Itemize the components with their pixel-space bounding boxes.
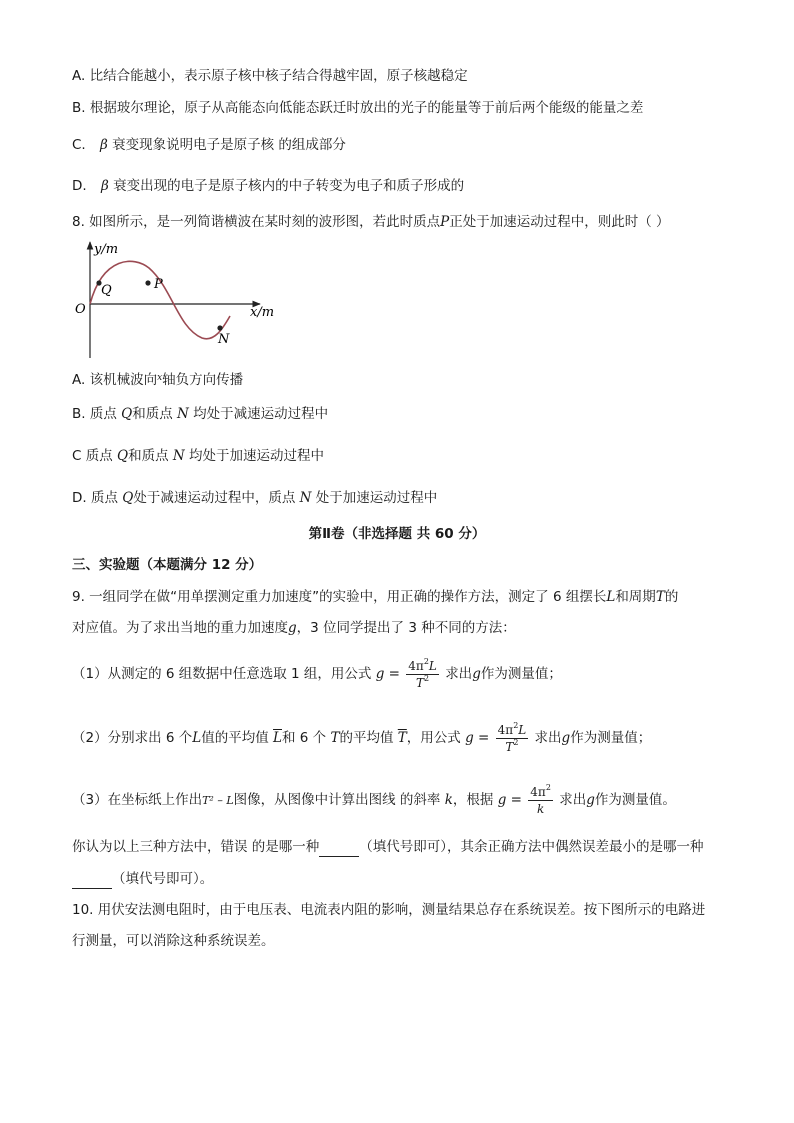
point-p-label: P bbox=[154, 277, 163, 292]
method-1-mid: 求出 bbox=[445, 666, 473, 682]
method-2-mid5: 求出 bbox=[534, 730, 562, 746]
point-q: Q bbox=[121, 406, 133, 422]
q8-option-d bbox=[72, 488, 437, 508]
symbol-l: L bbox=[606, 589, 616, 605]
symbol-g: g bbox=[561, 730, 571, 746]
q9-question-cont bbox=[72, 869, 213, 889]
symbol-g: g bbox=[472, 666, 481, 682]
q8-option-c-mid: 和质点 bbox=[128, 448, 169, 464]
part-two-title: 第Ⅱ卷（非选择题 共 60 分） bbox=[308, 526, 486, 542]
q7-option-c bbox=[72, 135, 346, 155]
q8-option-d-label: D. 质点 bbox=[72, 490, 118, 506]
beta-symbol: β bbox=[100, 137, 108, 153]
q9-line1-mid: 和周期 bbox=[615, 589, 656, 605]
x-axis-label: x/m bbox=[250, 305, 275, 320]
q9-line1-text: 9. 一组同学在做“用单摆测定重力加速度”的实验中，用正确的操作方法，测定了 6 组摆长 bbox=[72, 589, 607, 605]
point-n: N bbox=[172, 448, 185, 464]
section-heading: 三、实验题（本题满分 12 分） bbox=[72, 557, 263, 573]
symbol-t-mean: $\overline{T}$ bbox=[397, 730, 407, 746]
q8-option-b-rest: 均处于减速运动过程中 bbox=[193, 406, 329, 422]
method-2-mid3: 的平均值 bbox=[339, 730, 394, 746]
symbol-g: g bbox=[465, 730, 474, 746]
method-1-text: （1）从测定的 6 组数据中任意选取 1 组，用公式 bbox=[72, 666, 372, 682]
point-p-dot bbox=[145, 280, 150, 285]
q9-method-2: （2）分别求出 6 个L值的平均值 $\overline{L}$和 6 个 T的平均值 $\overline{T}$，用公式 g = $\frac{4\pi^2L}{T^2}$ 求出g作为测量值； bbox=[72, 720, 652, 754]
q9-line2 bbox=[72, 618, 516, 638]
point-n: N bbox=[299, 490, 312, 506]
q9-line2-rest: ，3 位同学提出了 3 种不同的方法： bbox=[296, 620, 516, 636]
q7-option-a: A. 比结合能越小，表示原子核中核子结合得越牢固，原子核越稳定 bbox=[72, 68, 468, 84]
q9-method-1: （1）从测定的 6 组数据中任意选取 1 组，用公式 g = $\frac{4\pi^2L}{T^2}$ 求出g作为测量值； bbox=[72, 656, 562, 690]
q9-question-end: （填代号即可）。 bbox=[112, 871, 214, 887]
q9-line2-text: 对应值。为了求出当地的重力加速度 bbox=[72, 620, 288, 636]
q9-question bbox=[72, 837, 704, 857]
symbol-g: g bbox=[375, 666, 385, 682]
q9-question-mid: （填代号即可），其余正确方法中偶然误差最小的是哪一种 bbox=[359, 839, 704, 855]
point-n-dot bbox=[217, 325, 222, 330]
symbol-t: T bbox=[330, 730, 340, 746]
formula-fraction: $\frac{4\pi^2L}{T^2}$ bbox=[408, 656, 437, 690]
q8-option-c bbox=[72, 446, 324, 466]
graph-axes-symbol: T² – L bbox=[202, 794, 234, 807]
method-3-mid2: ，根据 bbox=[452, 792, 494, 808]
q8-stem-part1: 8. 如图所示，是一列简谐横波在某时刻的波形图，若此时质点 bbox=[72, 214, 441, 230]
symbol-l: L bbox=[192, 730, 202, 746]
q7-option-d bbox=[72, 176, 464, 196]
answer-blank-1[interactable] bbox=[319, 842, 359, 857]
point-n-label: N bbox=[218, 332, 230, 347]
formula-fraction: $\frac{4\pi^2L}{T^2}$ bbox=[497, 720, 527, 754]
x-symbol: x bbox=[157, 373, 163, 383]
symbol-k: k bbox=[444, 792, 453, 808]
q8-point-p: P bbox=[440, 214, 450, 230]
point-q: Q bbox=[117, 448, 129, 464]
symbol-t: T bbox=[655, 589, 665, 605]
method-2-text: （2）分别求出 6 个 bbox=[72, 730, 193, 746]
wave-curve bbox=[90, 261, 230, 338]
q8-option-c-label: C 质点 bbox=[72, 448, 113, 464]
method-2-mid4: ，用公式 bbox=[406, 730, 461, 746]
q8-option-a bbox=[72, 368, 243, 390]
point-q: Q bbox=[122, 490, 134, 506]
method-3-text: （3）在坐标纸上作出 bbox=[72, 792, 203, 808]
wave-figure bbox=[70, 238, 290, 362]
q8-option-a-rest: 轴负方向传播 bbox=[162, 372, 244, 388]
q9-line1-end: 的 bbox=[664, 589, 679, 605]
formula-fraction: $\frac{4\pi^2}{k}$ bbox=[530, 782, 551, 816]
q8-stem-part2: 正处于加速运动过程中，则此时（ ） bbox=[449, 214, 670, 230]
q8-option-b-mid: 和质点 bbox=[132, 406, 173, 422]
q8-option-d-mid: 处于减速运动过程中，质点 bbox=[133, 490, 296, 506]
symbol-l-mean: $\overline{L}$ bbox=[273, 730, 282, 746]
q8-option-d-rest: 处于加速运动过程中 bbox=[315, 490, 438, 506]
q10-line1: 10. 用伏安法测电阻时，由于电压表、电流表内阻的影响，测量结果总存在系统误差。按下图所示的电路进 bbox=[72, 902, 706, 918]
q7-option-d-label: D. bbox=[72, 178, 87, 194]
q10-line2: 行测量，可以消除这种系统误差。 bbox=[72, 933, 275, 949]
method-3-end: 作为测量值。 bbox=[594, 792, 676, 808]
symbol-g: g bbox=[497, 792, 507, 808]
symbol-g: g bbox=[288, 620, 297, 636]
q9-method-3: （3）在坐标纸上作出T² – L图像，从图像中计算出图线 的斜率 k，根据 g = $\frac{4\pi^2}{k}$ 求出g作为测量值。 bbox=[72, 782, 676, 816]
q7-option-c-text: 衰变现象说明电子是原子核 的组成部分 bbox=[112, 137, 346, 153]
q7-option-d-text: 衰变出现的电子是原子核内的中子转变为电子和质子形成的 bbox=[113, 178, 465, 194]
q8-option-a-text: A. 该机械波向 bbox=[72, 372, 158, 388]
q8-option-b bbox=[72, 404, 328, 424]
point-q-label: Q bbox=[101, 283, 112, 298]
q9-line1 bbox=[72, 587, 678, 607]
y-axis-label: y/m bbox=[94, 242, 119, 257]
answer-blank-2[interactable] bbox=[72, 874, 112, 889]
method-3-mid1: 图像，从图像中计算出图线 的斜率 bbox=[233, 792, 441, 808]
q7-option-c-label: C. bbox=[72, 137, 86, 153]
q8-stem bbox=[72, 212, 670, 232]
method-1-end: 作为测量值； bbox=[480, 666, 562, 682]
origin-label: O bbox=[75, 302, 86, 317]
method-2-end: 作为测量值； bbox=[570, 730, 652, 746]
method-3-mid3: 求出 bbox=[559, 792, 587, 808]
q8-option-c-rest: 均处于加速运动过程中 bbox=[189, 448, 324, 464]
point-n: N bbox=[177, 406, 189, 422]
symbol-g: g bbox=[586, 792, 595, 808]
q7-option-b: B. 根据玻尔理论，原子从高能态向低能态跃迁时放出的光子的能量等于前后两个能级的能量之差 bbox=[72, 100, 644, 116]
method-2-mid1: 值的平均值 bbox=[201, 730, 269, 746]
q8-option-b-label: B. 质点 bbox=[72, 406, 117, 422]
beta-symbol: β bbox=[100, 178, 109, 194]
q9-question-text: 你认为以上三种方法中，错误 的是哪一种 bbox=[72, 839, 320, 855]
method-2-mid2: 和 6 个 bbox=[282, 730, 327, 746]
